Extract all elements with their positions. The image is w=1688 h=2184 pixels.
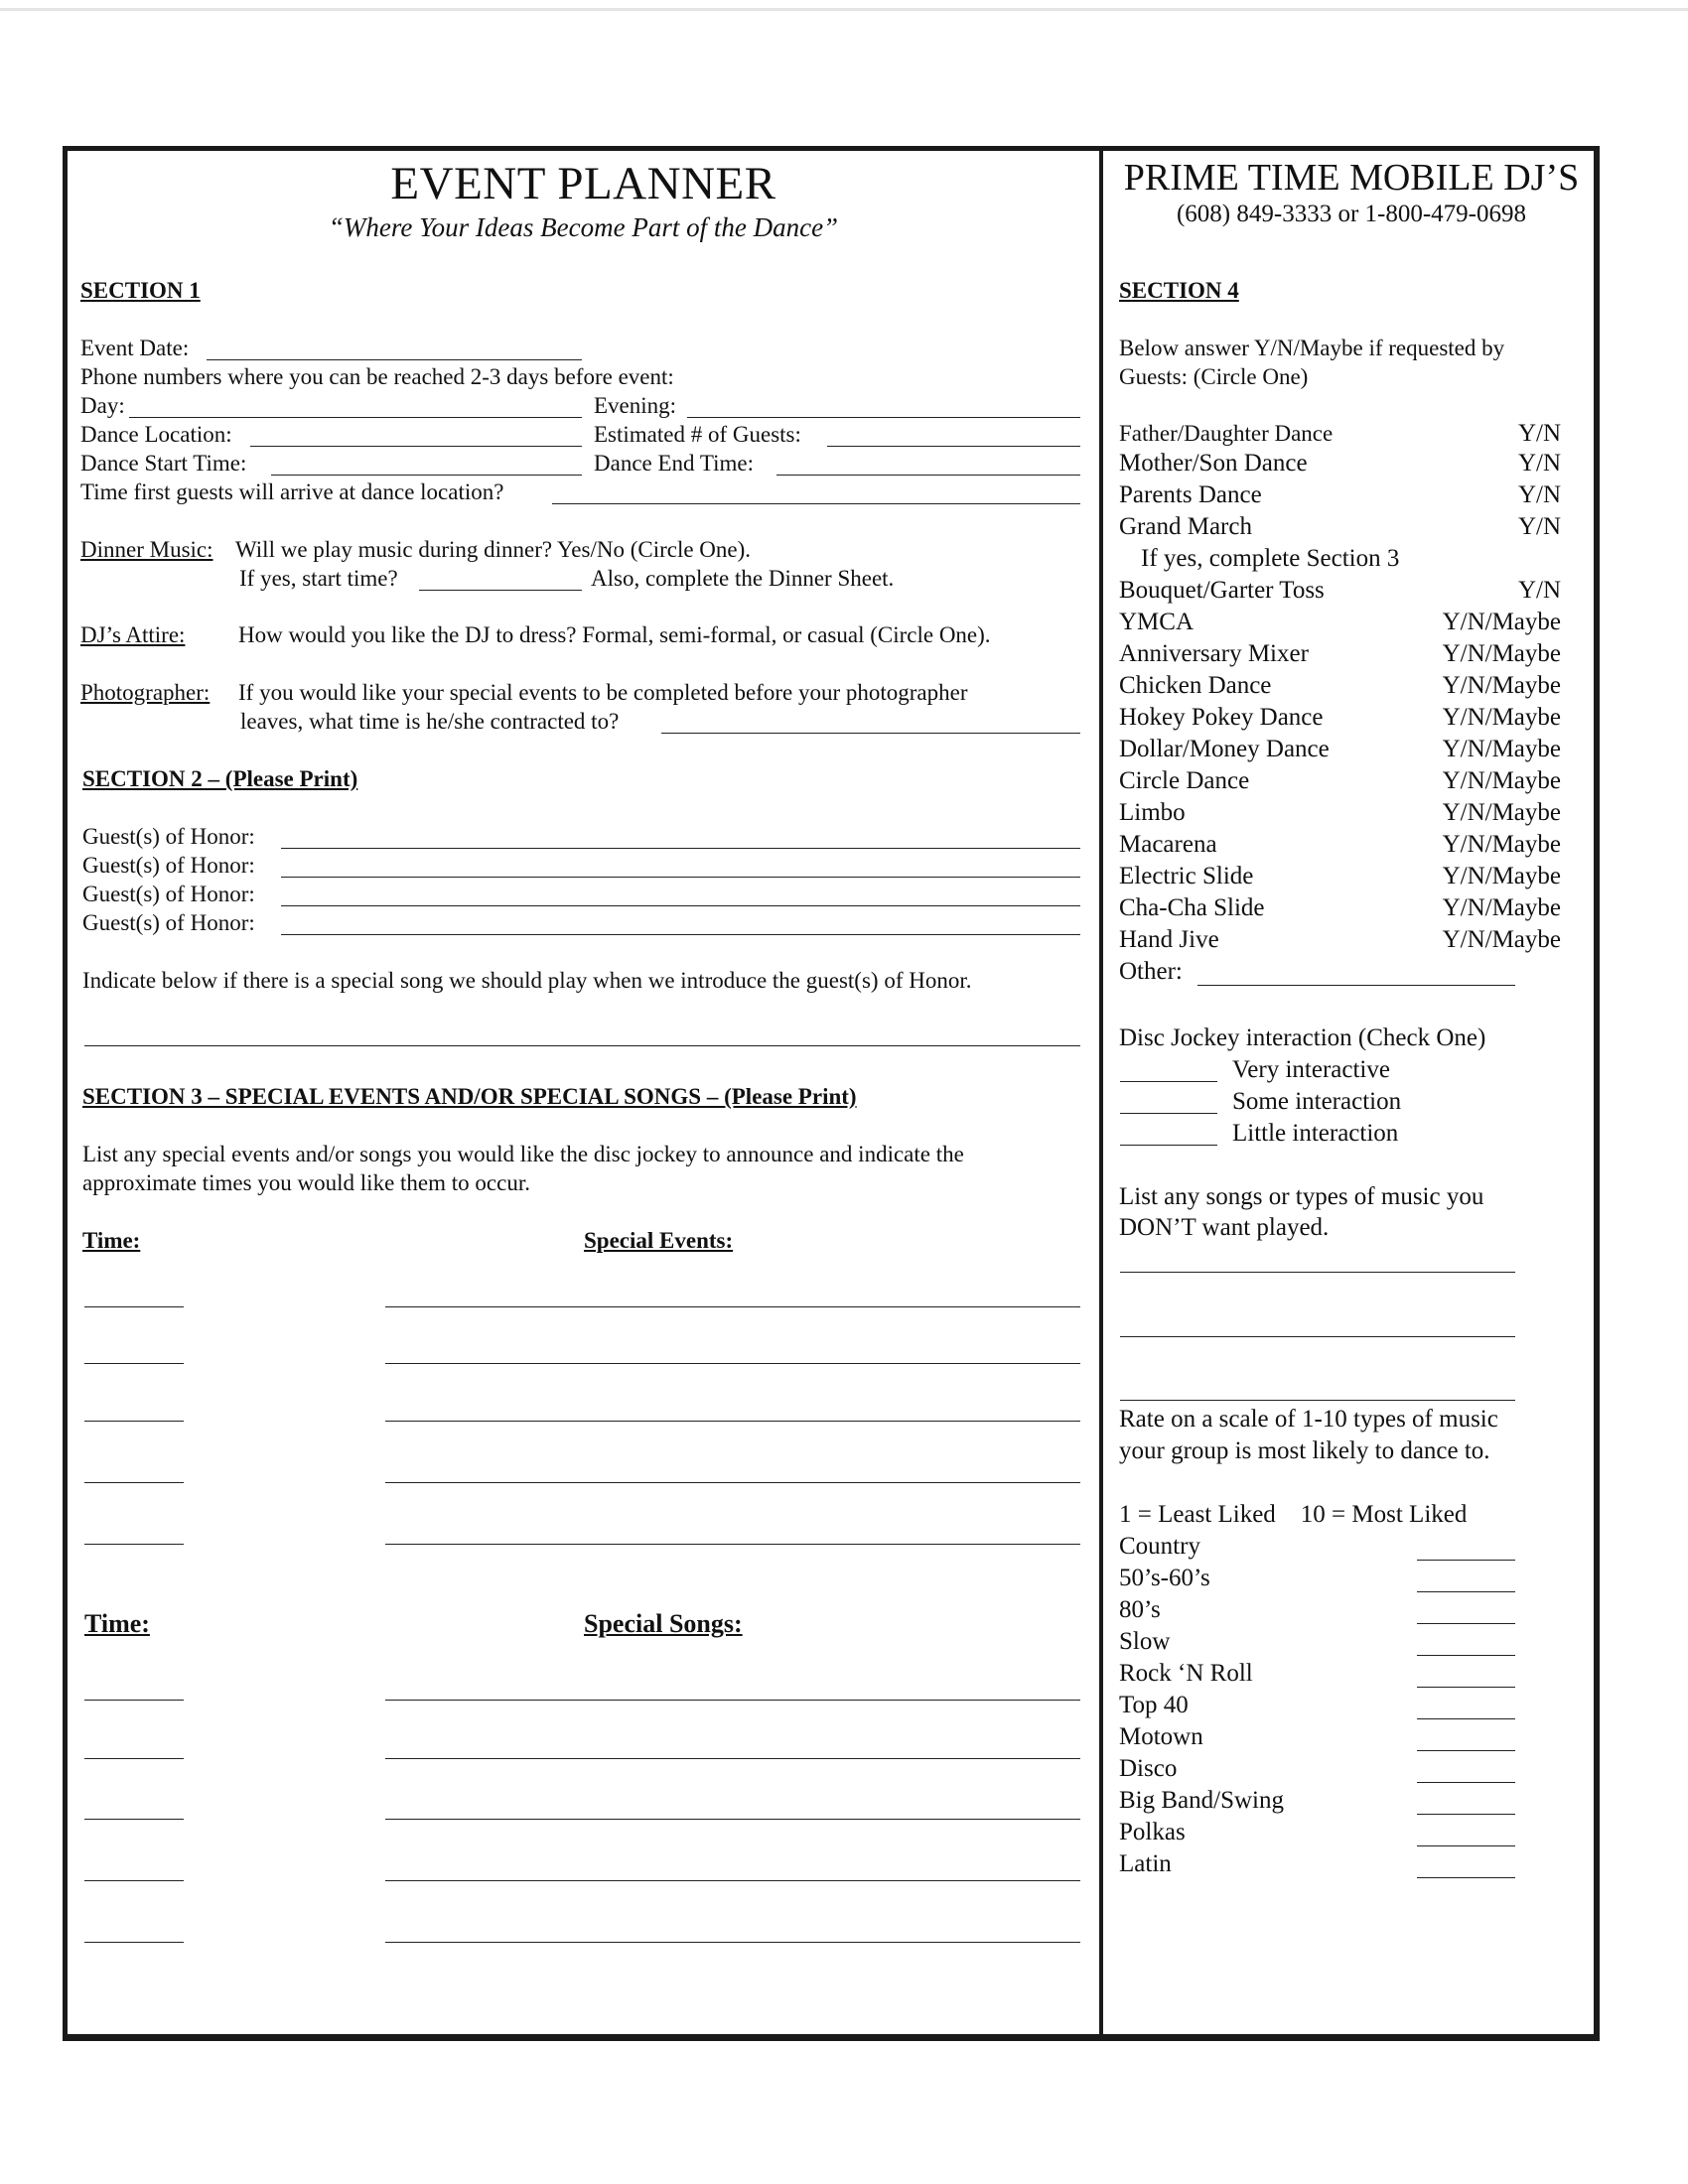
genre-label: Motown [1119,1723,1203,1750]
photographer-question-2: leaves, what time is he/she contracted to? [240,709,620,734]
dance-item-label: Hokey Pokey Dance [1119,704,1324,731]
dance-item-choice[interactable]: Y/N/Maybe [1442,609,1561,635]
special-songs-header: Special Songs: [584,1609,743,1638]
dinner-question: Will we play music during dinner? Yes/No (Circle One). [235,537,752,562]
dance-item-label: Macarena [1119,831,1217,858]
event-field[interactable] [385,1544,1080,1545]
dinner-also-note: Also, complete the Dinner Sheet. [591,566,895,591]
section4-intro-1: Below answer Y/N/Maybe if requested by [1119,336,1505,360]
dance-item-choice[interactable]: Y/N/Maybe [1442,863,1561,889]
dance-item-label: Chicken Dance [1119,672,1272,699]
song-time-field[interactable] [84,1758,184,1759]
photographer-question-1: If you would like your special events to be completed before your photographer [238,680,968,705]
event-time-field[interactable] [84,1482,184,1483]
special-events-header: Special Events: [584,1228,734,1253]
dont-play-prompt-2: DON’T want played. [1119,1214,1330,1241]
song-time-field[interactable] [84,1880,184,1881]
genre-rating-field[interactable] [1417,1782,1515,1783]
dance-item-choice[interactable]: Y/N [1517,450,1561,477]
dinner-start-field[interactable] [419,590,582,591]
photographer-label: Photographer: [80,680,211,705]
scan-edge [0,8,1688,11]
honor-field-3[interactable] [281,905,1080,906]
dance-item-choice[interactable]: Y/N/Maybe [1442,704,1561,731]
dance-item-label: Hand Jive [1119,926,1219,953]
honor-field-1[interactable] [281,848,1080,849]
honor-field-4[interactable] [281,934,1080,935]
honor-label-1: Guest(s) of Honor: [82,824,255,849]
event-field[interactable] [385,1421,1080,1422]
guests-field[interactable] [827,446,1080,447]
other-field[interactable] [1197,985,1515,986]
honor-song-note: Indicate below if there is a special song we should play when we introduce the guest(s) of Honor. [82,968,972,993]
genre-label: Polkas [1119,1819,1186,1845]
dance-item-label: Anniversary Mixer [1119,640,1309,667]
dance-item-label: Electric Slide [1119,863,1254,889]
dance-item-note: If yes, complete Section 3 [1141,545,1400,572]
dance-item-choice[interactable]: Y/N/Maybe [1442,894,1561,921]
section3-intro-1: List any special events and/or songs you would like the disc jockey to announce and indicate the [82,1142,964,1166]
honor-label-3: Guest(s) of Honor: [82,882,255,906]
song-time-field[interactable] [84,1819,184,1820]
dance-item-choice[interactable]: Y/N/Maybe [1442,672,1561,699]
evening-label: Evening: [594,393,677,418]
interaction-check-some[interactable] [1120,1113,1217,1114]
genre-rating-field[interactable] [1417,1687,1515,1688]
section2-heading: SECTION 2 – (Please Print) [82,766,358,791]
event-date-label: Event Date: [80,336,190,360]
genre-rating-field[interactable] [1417,1845,1515,1846]
dont-play-field[interactable] [1120,1400,1515,1401]
genre-rating-field[interactable] [1417,1814,1515,1815]
dance-item-choice[interactable]: Y/N/Maybe [1442,799,1561,826]
phone-intro: Phone numbers where you can be reached 2-3 days before event: [80,364,674,389]
genre-label: Top 40 [1119,1692,1189,1718]
dance-item-label: Circle Dance [1119,767,1250,794]
genre-label: Latin [1119,1850,1172,1877]
other-label: Other: [1119,958,1183,985]
dance-item-label: Dollar/Money Dance [1119,736,1330,762]
attire-label: DJ’s Attire: [80,622,186,647]
interaction-option-very: Very interactive [1232,1056,1390,1083]
dont-play-prompt-1: List any songs or types of music you [1119,1183,1484,1210]
songs-time-header: Time: [84,1609,150,1638]
dance-item-choice[interactable]: Y/N [1517,420,1561,447]
genre-rating-field[interactable] [1417,1655,1515,1656]
genre-rating-field[interactable] [1417,1623,1515,1624]
interaction-heading: Disc Jockey interaction (Check One) [1119,1024,1486,1051]
evening-phone-field[interactable] [687,417,1080,418]
section3-intro-2: approximate times you would like them to occur. [82,1170,530,1195]
genre-rating-field[interactable] [1417,1591,1515,1592]
event-date-field[interactable] [207,359,582,360]
guests-label: Estimated # of Guests: [594,422,801,447]
dance-item-label: Mother/Son Dance [1119,450,1308,477]
dance-item-choice[interactable]: Y/N [1517,513,1561,540]
arrive-field[interactable] [552,503,1080,504]
event-field[interactable] [385,1306,1080,1307]
dance-item-label: YMCA [1119,609,1195,635]
dance-item-choice[interactable]: Y/N/Maybe [1442,926,1561,953]
events-time-header: Time: [82,1228,141,1253]
genre-rating-field[interactable] [1417,1750,1515,1751]
company-phone: (608) 849-3333 or 1-800-479-0698 [1176,201,1527,227]
genre-label: 80’s [1119,1596,1161,1623]
dance-item-label: Limbo [1119,799,1186,826]
interaction-option-little: Little interaction [1232,1120,1399,1147]
rating-scale: 1 = Least Liked 10 = Most Liked [1119,1501,1468,1528]
event-time-field[interactable] [84,1306,184,1307]
section4-intro-2: Guests: (Circle One) [1119,364,1309,389]
genre-label: Big Band/Swing [1119,1787,1284,1814]
dance-item-choice[interactable]: Y/N/Maybe [1442,767,1561,794]
dance-item-label: Cha-Cha Slide [1119,894,1265,921]
rate-prompt-2: your group is most likely to dance to. [1119,1437,1490,1464]
dance-item-choice[interactable]: Y/N [1517,481,1561,508]
dance-item-choice[interactable]: Y/N/Maybe [1442,736,1561,762]
section4-heading: SECTION 4 [1119,278,1239,303]
dont-play-field[interactable] [1120,1272,1515,1273]
arrive-label: Time first guests will arrive at dance location? [80,479,504,504]
song-field[interactable] [385,1819,1080,1820]
dinner-start-label: If yes, start time? [239,566,398,591]
dance-item-label: Bouquet/Garter Toss [1119,577,1325,604]
genre-label: 50’s-60’s [1119,1565,1210,1591]
honor-song-field[interactable] [84,1045,1080,1046]
genre-rating-field[interactable] [1417,1560,1515,1561]
event-field[interactable] [385,1363,1080,1364]
form-title: EVENT PLANNER [390,158,776,209]
location-label: Dance Location: [80,422,232,447]
location-field[interactable] [250,446,582,447]
genre-rating-field[interactable] [1417,1718,1515,1719]
event-time-field[interactable] [84,1544,184,1545]
honor-label-4: Guest(s) of Honor: [82,910,255,935]
column-divider [1099,146,1103,2041]
company-name: PRIME TIME MOBILE DJ’S [1123,157,1580,199]
dance-item-choice[interactable]: Y/N/Maybe [1442,831,1561,858]
song-time-field[interactable] [84,1942,184,1943]
dont-play-field[interactable] [1120,1336,1515,1337]
song-field[interactable] [385,1758,1080,1759]
day-label: Day: [80,393,125,418]
interaction-option-some: Some interaction [1232,1088,1402,1115]
dance-item-label: Grand March [1119,513,1252,540]
event-field[interactable] [385,1482,1080,1483]
dance-item-label: Parents Dance [1119,481,1262,508]
dance-item-choice[interactable]: Y/N/Maybe [1442,640,1561,667]
song-time-field[interactable] [84,1700,184,1701]
honor-field-2[interactable] [281,877,1080,878]
end-time-field[interactable] [776,475,1080,476]
genre-label: Disco [1119,1755,1178,1782]
song-field[interactable] [385,1880,1080,1881]
form-subtitle: “Where Your Ideas Become Part of the Dance” [328,212,839,242]
dance-item-label: Father/Daughter Dance [1119,421,1334,446]
attire-question: How would you like the DJ to dress? Formal, semi-formal, or casual (Circle One). [238,622,991,647]
honor-label-2: Guest(s) of Honor: [82,853,255,878]
song-field[interactable] [385,1942,1080,1943]
dance-item-choice[interactable]: Y/N [1517,577,1561,604]
day-phone-field[interactable] [129,417,582,418]
section3-heading: SECTION 3 – SPECIAL EVENTS AND/OR SPECIAL SONGS – (Please Print) [82,1084,857,1109]
event-time-field[interactable] [84,1421,184,1422]
rate-prompt-1: Rate on a scale of 1-10 types of music [1119,1406,1498,1433]
event-time-field[interactable] [84,1363,184,1364]
genre-label: Slow [1119,1628,1171,1655]
photographer-time-field[interactable] [661,733,1080,734]
interaction-check-little[interactable] [1120,1145,1217,1146]
genre-rating-field[interactable] [1417,1877,1515,1878]
song-field[interactable] [385,1700,1080,1701]
genre-label: Country [1119,1533,1200,1560]
section1-heading: SECTION 1 [80,278,201,303]
interaction-check-very[interactable] [1120,1081,1217,1082]
start-time-field[interactable] [271,475,582,476]
start-time-label: Dance Start Time: [80,451,247,476]
genre-label: Rock ‘N Roll [1119,1660,1253,1687]
end-time-label: Dance End Time: [594,451,754,476]
dinner-music-label: Dinner Music: [80,537,213,562]
